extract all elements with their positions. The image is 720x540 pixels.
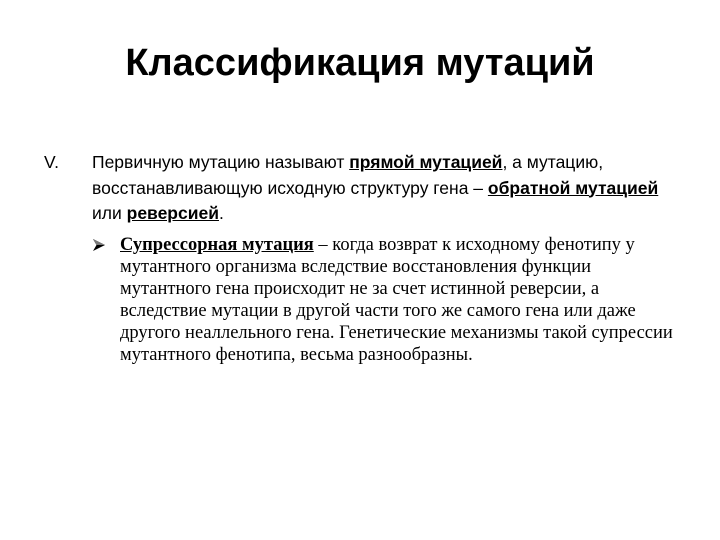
sub-item-text: – когда возврат к исходному фенотипу у мутантного организма вследствие восстановления функции мутантного гена происходит не за счет истинной реверсии, а вследствие мутации в другой части того же самого гена или даже другого неаллельного гена. Генетические механизмы такой супрессии мутантного фенотипа, весьма разнообразны.: [120, 234, 673, 365]
item-text-1: Первичную мутацию называют: [92, 152, 350, 172]
item-text-3: или: [92, 203, 127, 223]
list-item-v: [44, 150, 684, 227]
term-reversion: реверсией: [126, 203, 219, 223]
term-reverse-mutation: обратной мутацией: [487, 177, 659, 198]
list-marker: V.: [44, 152, 59, 172]
slide-content: [44, 150, 684, 366]
item-text-4: .: [218, 203, 224, 223]
term-direct-mutation: прямой мутацией: [349, 152, 503, 172]
sub-list-item: [92, 234, 684, 366]
arrow-bullet-icon: [92, 238, 106, 252]
item-text-2: , а мутацию, восстанавливающую исходную структуру гена –: [92, 152, 604, 198]
slide-title: Классификация мутаций: [125, 42, 595, 84]
term-suppressor-mutation: Супрессорная мутация: [120, 234, 314, 255]
